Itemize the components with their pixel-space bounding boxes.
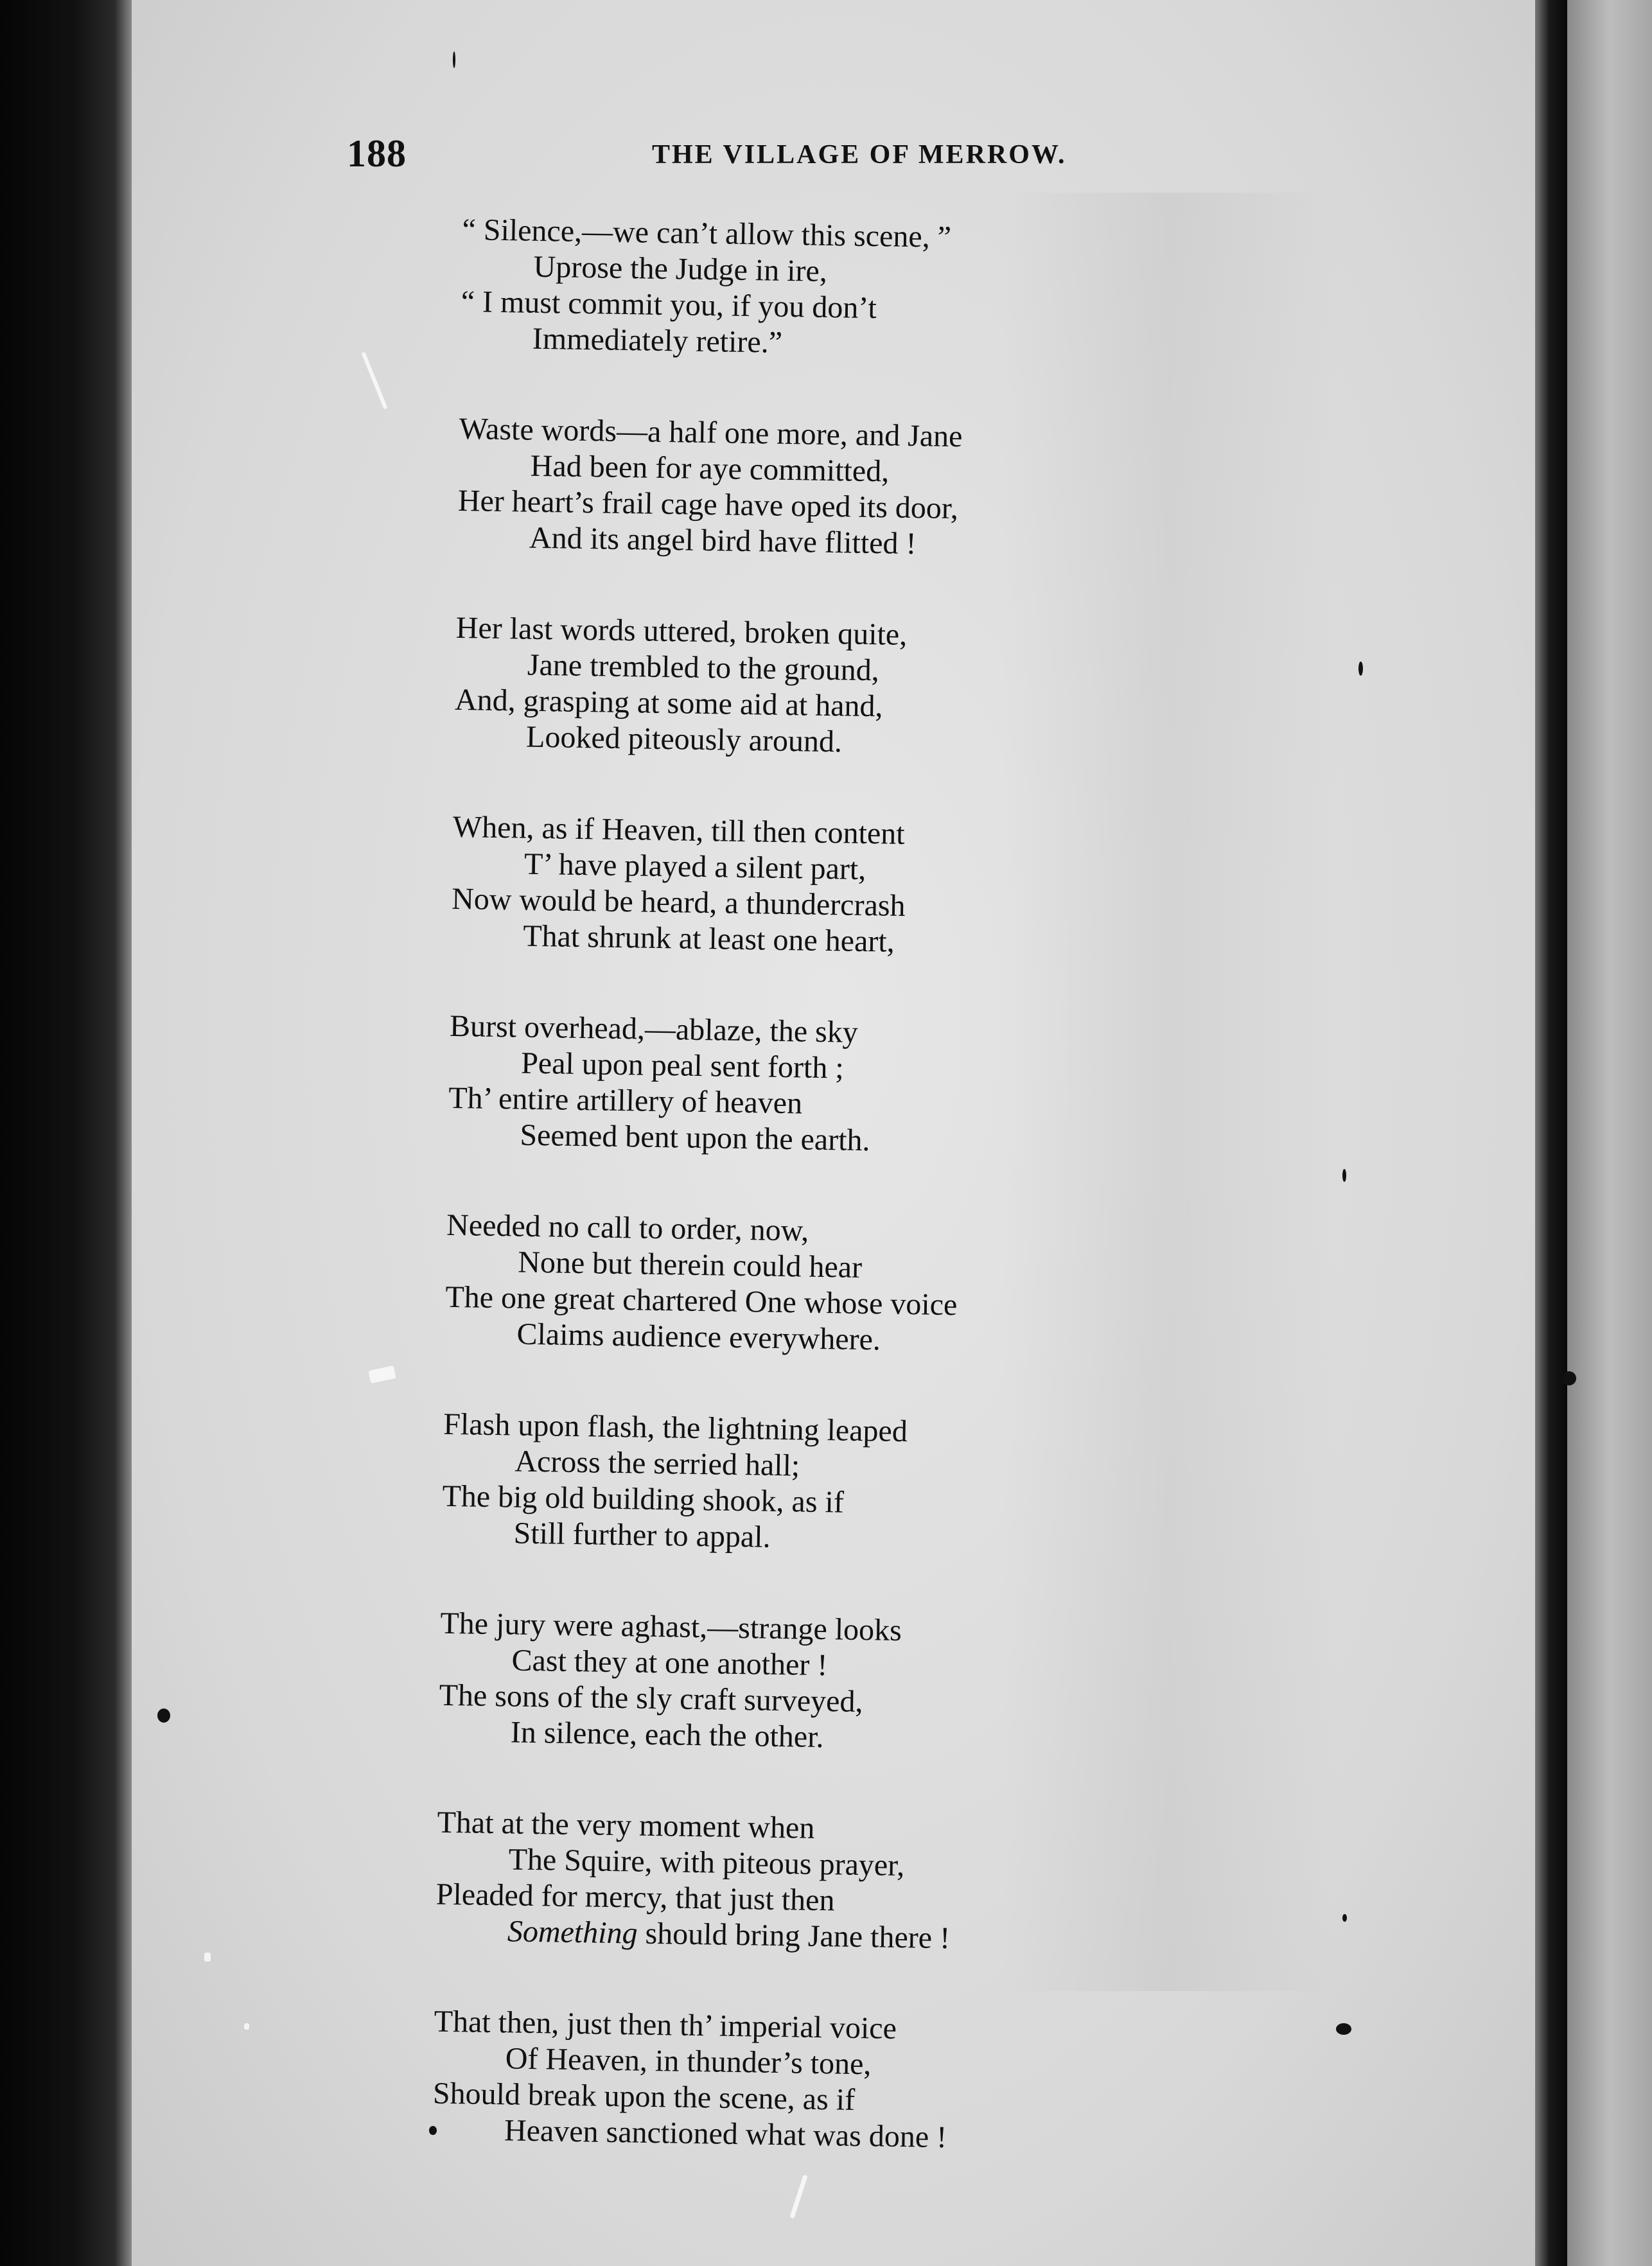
poem-line: And, grasping at some aid at hand,: [454, 682, 883, 724]
poem-line: The Squire, with piteous prayer,: [508, 1842, 905, 1883]
poem-line: Claims audience everywhere.: [516, 1317, 881, 1357]
poem-line: Her last words uttered, broken quite,: [455, 610, 908, 652]
adjacent-page-speck: [1562, 1371, 1576, 1385]
stanza: [448, 1008, 1169, 1164]
poem-line: Uprose the Judge in ire,: [533, 249, 828, 288]
poem-line: That shrunk at least one heart,: [522, 918, 895, 959]
running-head: THE VILLAGE OF MERROW.: [652, 140, 1067, 170]
poem-line: Immediately retire.”: [532, 321, 783, 360]
stanza: [435, 1805, 1157, 1960]
poem-line: Needed no call to order, now,: [446, 1208, 809, 1248]
stanza: [432, 2004, 1154, 2159]
poem-line: Heaven sanctioned what was done !: [504, 2113, 947, 2155]
poem-line: When, as if Heaven, till then content: [452, 809, 906, 851]
stanza: [438, 1606, 1159, 1761]
poem-body: [431, 212, 1182, 2214]
stanza: [451, 809, 1172, 965]
poem-line: And its angel bird have flitted !: [529, 520, 917, 561]
poem-line: Burst overhead,—ablaze, the sky: [449, 1008, 859, 1050]
poem-line-rest: should bring Jane there !: [645, 1916, 951, 1956]
poem-line: The one great chartered One whose voice: [445, 1279, 958, 1322]
poem-line: “ Silence,—we can’t allow this scene, ”: [462, 212, 952, 254]
poem-line: Still further to appal.: [513, 1516, 771, 1554]
poem-line: Across the serried hall;: [514, 1444, 800, 1483]
adjacent-page-edge: [1567, 0, 1652, 2266]
poem-line: Waste words—a half one more, and Jane: [459, 411, 963, 454]
poem-line: The big old building shook, as if: [442, 1479, 845, 1520]
stanza: [454, 610, 1175, 766]
poem-line: Flash upon flash, the lightning leaped: [443, 1407, 908, 1449]
poem-line: The sons of the sly craft surveyed,: [439, 1678, 863, 1719]
scan-scratch: [244, 2023, 249, 2030]
poem-line: T’ have played a silent part,: [523, 847, 866, 886]
italic-word: Something: [507, 1914, 638, 1951]
page-number: 188: [347, 132, 407, 175]
poem-line: Now would be heard, a thundercrash: [451, 881, 906, 923]
poem-line: Jane trembled to the ground,: [527, 647, 880, 688]
poem-line: Peal upon peal sent forth ;: [520, 1046, 845, 1085]
poem-line: None but therein could hear: [517, 1245, 863, 1285]
poem-line: That at the very moment when: [437, 1805, 815, 1845]
poem-line: Had been for aye committed,: [530, 448, 890, 489]
scan-speck: [157, 1708, 170, 1723]
poem-line: “ I must commit you, if you don’t: [461, 284, 877, 326]
poem-line: Looked piteously around.: [525, 719, 843, 759]
poem-line: Pleaded for mercy, that just then: [435, 1877, 835, 1918]
poem-line: Her heart’s frail cage have oped its door,: [457, 483, 959, 526]
scan-speck: [1342, 1169, 1346, 1182]
poem-line: Th’ entire artillery of heaven: [448, 1080, 803, 1121]
poem-line: Cast they at one another !: [511, 1643, 828, 1683]
stanza: [441, 1407, 1163, 1562]
scan-speck: [1342, 1914, 1347, 1922]
poem-line: Should break upon the scene, as if: [432, 2076, 856, 2117]
poem-line: In silence, each the other.: [510, 1715, 824, 1755]
book-binding-shadow: [0, 0, 135, 2266]
scan-speck: [453, 51, 455, 68]
poem-line: The jury were aghast,—strange looks: [440, 1606, 902, 1648]
poem-line: Seemed bent upon the earth.: [520, 1118, 870, 1158]
page-header: [347, 132, 1092, 183]
stanza: [444, 1208, 1166, 1363]
poem-line: That then, just then th’ imperial voice: [434, 2004, 897, 2046]
scan-speck: [1358, 662, 1363, 676]
poem-line: Of Heaven, in thunder’s tone,: [505, 2041, 872, 2082]
scan-scratch: [204, 1953, 211, 1962]
stanza: [460, 212, 1181, 367]
stanza: [457, 411, 1179, 566]
scan-speck: [1336, 2023, 1351, 2035]
page-gutter: [1535, 0, 1570, 2266]
